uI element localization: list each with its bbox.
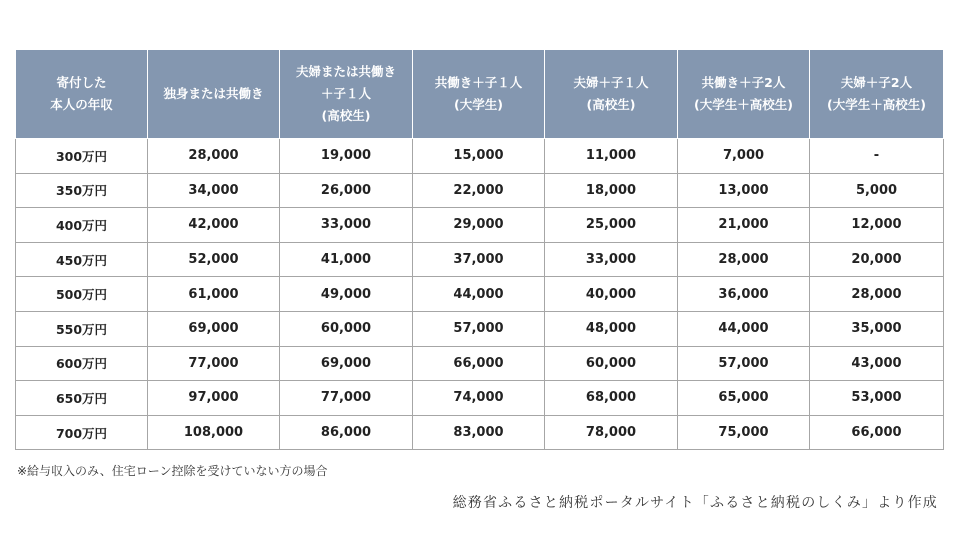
header-line: 本人の年収 [50,97,113,112]
amount-cell: 18,000 [545,173,678,208]
amount-cell: 40,000 [545,277,678,312]
header-line: (大学生＋高校生) [827,97,926,112]
amount-cell: 44,000 [678,311,810,346]
table-header [16,50,944,139]
amount-cell: 77,000 [148,346,280,381]
table-container [15,49,943,450]
table-row [16,381,944,416]
amount-cell: 53,000 [810,381,944,416]
header-household-1 [148,50,280,139]
income-cell: 500万円 [16,277,148,312]
amount-cell: 21,000 [678,208,810,243]
amount-cell: 12,000 [810,208,944,243]
amount-cell: 26,000 [280,173,413,208]
amount-cell: 86,000 [280,415,413,450]
amount-cell: 65,000 [678,381,810,416]
amount-cell: 19,000 [280,139,413,174]
amount-cell: 35,000 [810,311,944,346]
amount-cell: 60,000 [280,311,413,346]
table-row [16,311,944,346]
amount-cell: 28,000 [148,139,280,174]
source-credit: 総務省ふるさと納税ポータルサイト「ふるさと納税のしくみ」より作成 [452,495,938,511]
amount-cell: 69,000 [280,346,413,381]
amount-cell: 29,000 [413,208,545,243]
table-row [16,139,944,174]
income-cell: 400万円 [16,208,148,243]
amount-cell: 34,000 [148,173,280,208]
amount-cell: 28,000 [810,277,944,312]
amount-cell: 83,000 [413,415,545,450]
amount-cell: - [810,139,944,174]
header-line: 独身または共働き [163,86,264,101]
footnote: ※給与収入のみ、住宅ローン控除を受けていない方の場合 [17,464,328,478]
income-cell: 650万円 [16,381,148,416]
amount-cell: 7,000 [678,139,810,174]
income-cell: 600万円 [16,346,148,381]
table-row [16,173,944,208]
amount-cell: 60,000 [545,346,678,381]
amount-cell: 66,000 [413,346,545,381]
amount-cell: 68,000 [545,381,678,416]
amount-cell: 33,000 [280,208,413,243]
table-row [16,208,944,243]
header-line: ＋子１人 [320,86,371,101]
header-line: 夫婦＋子１人 [573,75,649,90]
amount-cell: 108,000 [148,415,280,450]
amount-cell: 33,000 [545,242,678,277]
table-body [16,139,944,450]
amount-cell: 44,000 [413,277,545,312]
amount-cell: 57,000 [678,346,810,381]
header-household-2 [280,50,413,139]
amount-cell: 42,000 [148,208,280,243]
amount-cell: 36,000 [678,277,810,312]
header-line: (大学生) [454,97,503,112]
header-line: (大学生＋高校生) [694,97,793,112]
header-income [16,50,148,139]
amount-cell: 11,000 [545,139,678,174]
amount-cell: 77,000 [280,381,413,416]
amount-cell: 5,000 [810,173,944,208]
header-line: (高校生) [321,108,371,123]
amount-cell: 52,000 [148,242,280,277]
header-line: 夫婦＋子2人 [840,75,913,90]
table-row [16,277,944,312]
header-household-3 [413,50,545,139]
amount-cell: 43,000 [810,346,944,381]
header-household-5 [678,50,810,139]
amount-cell: 20,000 [810,242,944,277]
amount-cell: 25,000 [545,208,678,243]
header-line: 共働き＋子１人 [434,75,523,90]
income-cell: 300万円 [16,139,148,174]
amount-cell: 49,000 [280,277,413,312]
amount-cell: 97,000 [148,381,280,416]
income-cell: 700万円 [16,415,148,450]
amount-cell: 75,000 [678,415,810,450]
amount-cell: 13,000 [678,173,810,208]
table-row [16,346,944,381]
amount-cell: 48,000 [545,311,678,346]
table-row [16,242,944,277]
header-line: 共働き＋子2人 [701,75,786,90]
amount-cell: 41,000 [280,242,413,277]
income-cell: 350万円 [16,173,148,208]
amount-cell: 78,000 [545,415,678,450]
income-cell: 450万円 [16,242,148,277]
header-household-6 [810,50,944,139]
table-row [16,415,944,450]
amount-cell: 61,000 [148,277,280,312]
header-line: 寄付した [56,75,107,90]
income-cell: 550万円 [16,311,148,346]
header-line: (高校生) [586,97,636,112]
amount-cell: 37,000 [413,242,545,277]
amount-cell: 74,000 [413,381,545,416]
amount-cell: 57,000 [413,311,545,346]
header-line: 夫婦または共働き [295,64,396,79]
header-row [16,50,944,139]
amount-cell: 15,000 [413,139,545,174]
header-household-4 [545,50,678,139]
amount-cell: 22,000 [413,173,545,208]
amount-cell: 69,000 [148,311,280,346]
amount-cell: 28,000 [678,242,810,277]
amount-cell: 66,000 [810,415,944,450]
furusato-tax-table [15,49,944,450]
